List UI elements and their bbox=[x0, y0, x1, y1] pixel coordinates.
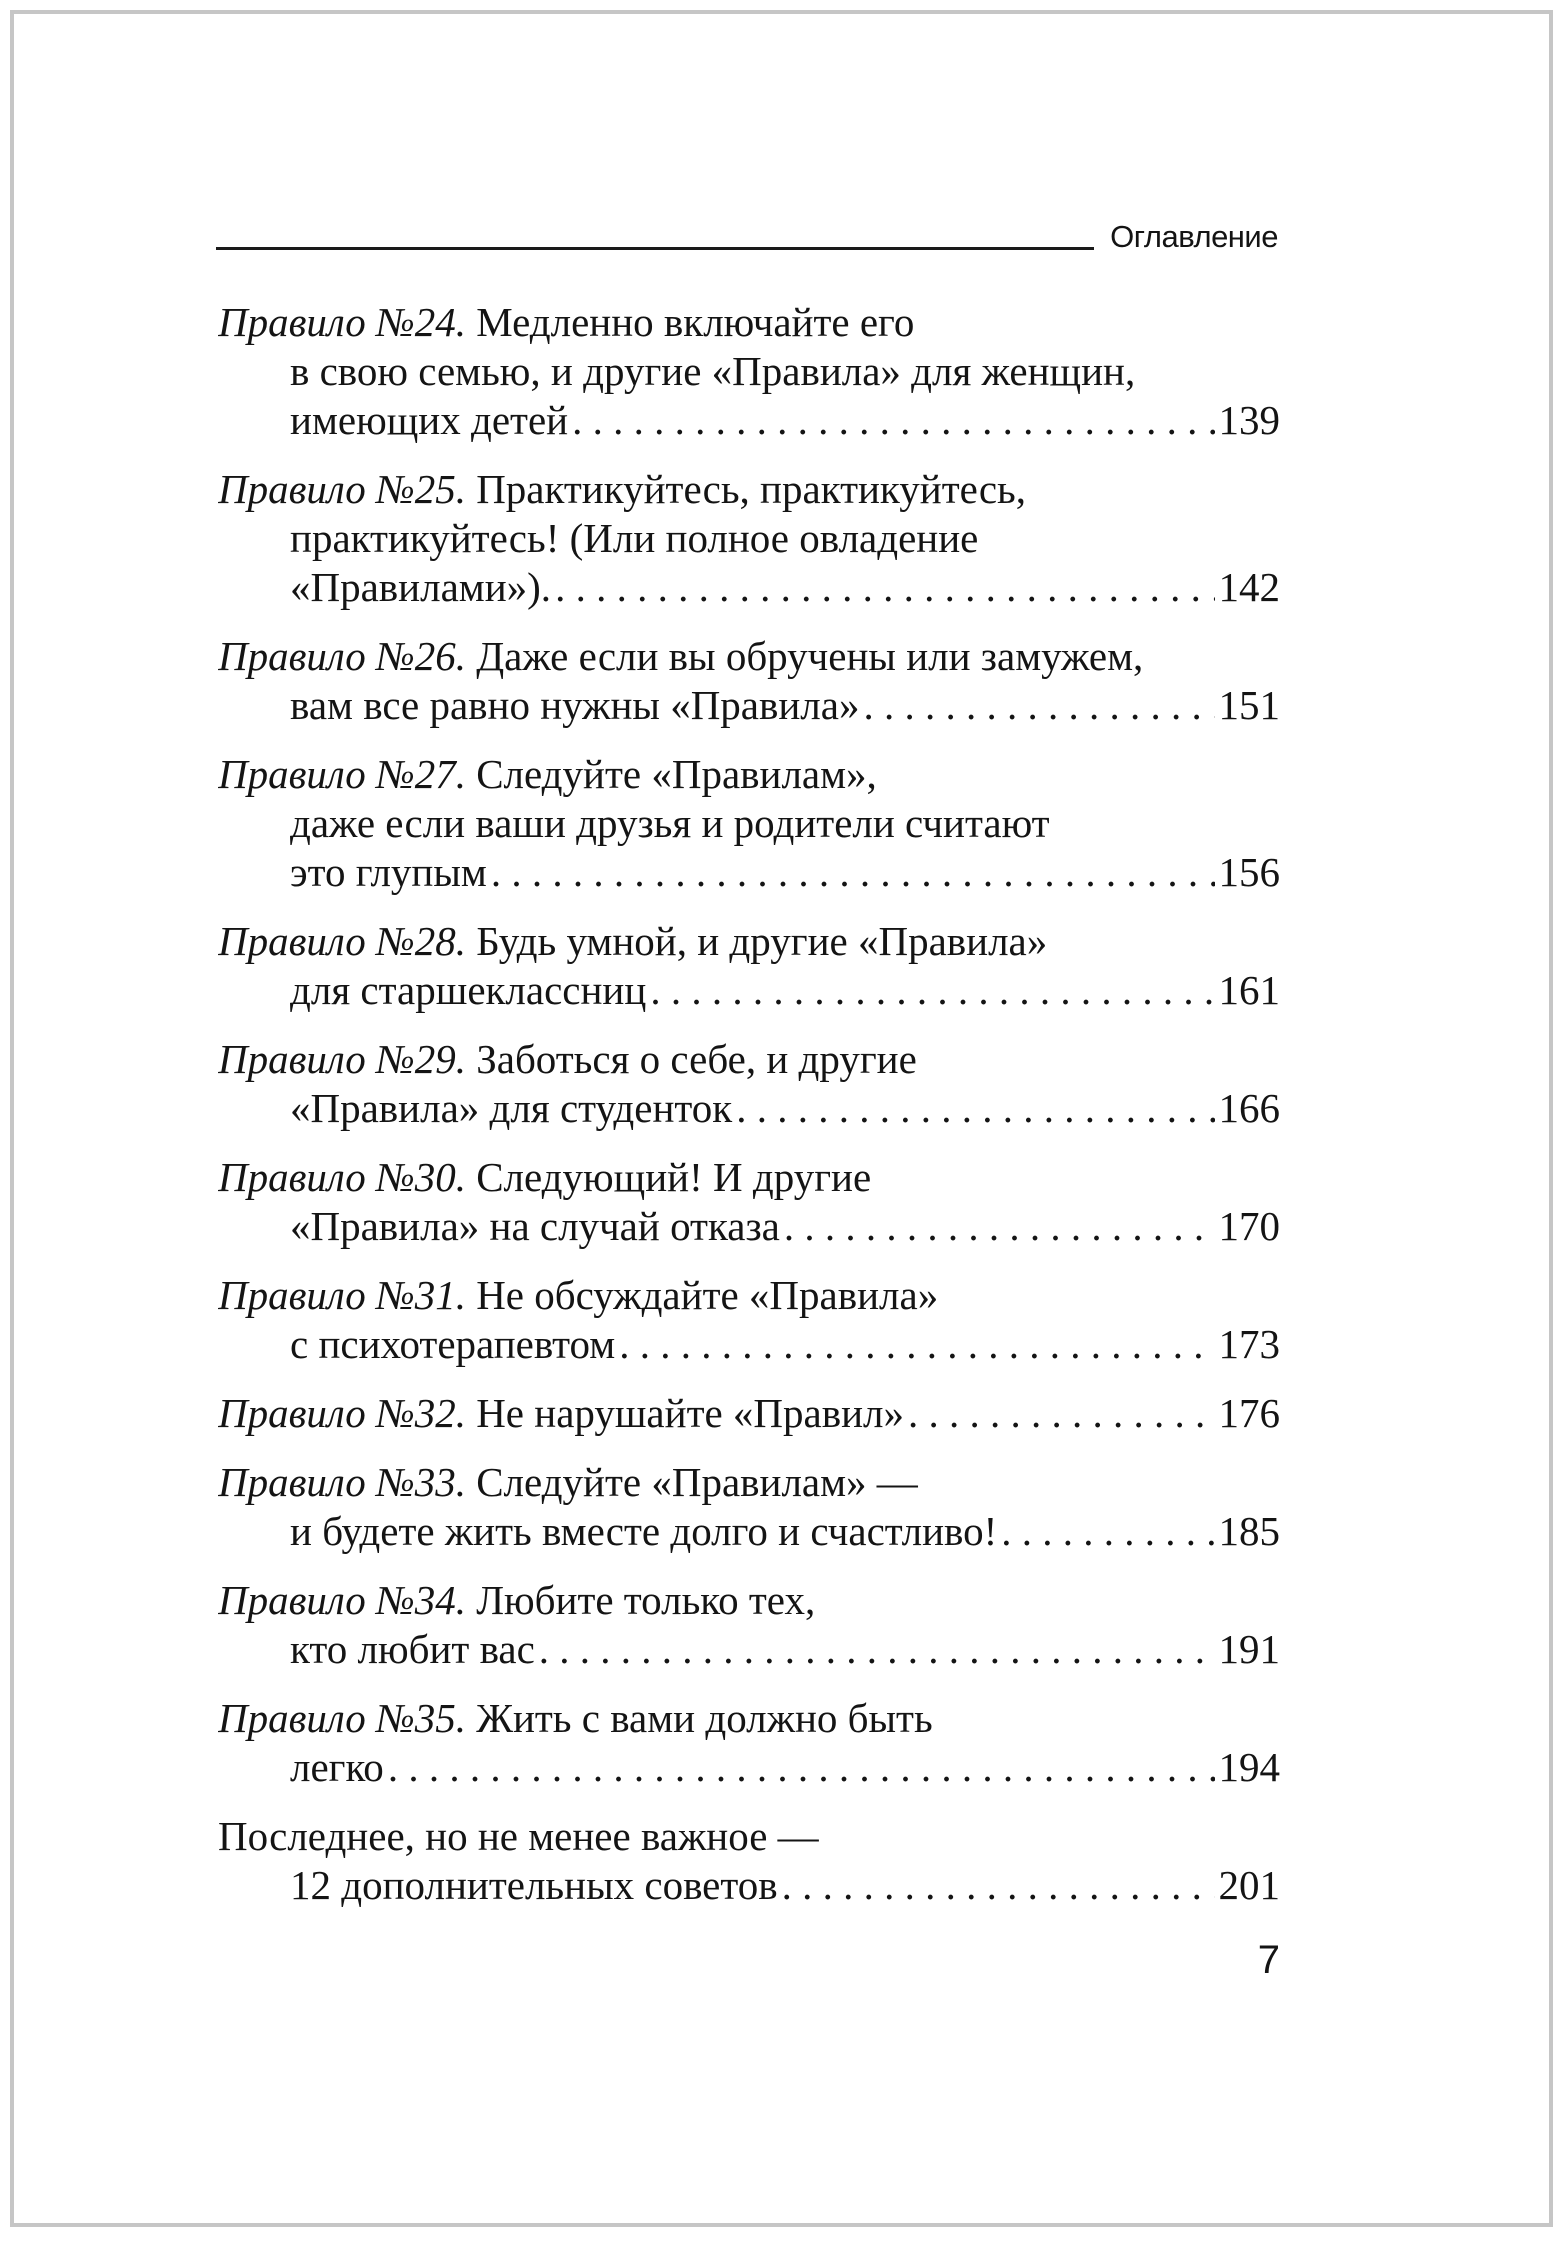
toc-page-number: 176 bbox=[1218, 1390, 1280, 1436]
toc-entry-line bbox=[218, 1035, 1280, 1084]
toc-entry-title: Будь умной, и другие «Правила» bbox=[476, 918, 1048, 964]
rule-number-label: Правило №28. bbox=[218, 918, 466, 964]
toc-entry[interactable] bbox=[218, 632, 1280, 730]
toc-entry-text bbox=[290, 396, 568, 445]
toc-entry-last-line bbox=[218, 966, 1280, 1015]
toc-entry-text bbox=[290, 1861, 778, 1910]
toc-entry[interactable] bbox=[218, 1035, 1280, 1133]
toc-page-number: 201 bbox=[1218, 1862, 1280, 1908]
toc-page-number: 191 bbox=[1218, 1626, 1280, 1672]
toc-entry-text bbox=[218, 1459, 918, 1505]
toc-entry-title: Заботься о себе, и другие bbox=[476, 1036, 917, 1082]
toc-page-number: 170 bbox=[1218, 1203, 1280, 1249]
toc-entry-title: Жить с вами должно быть bbox=[476, 1695, 933, 1741]
toc-entry-line bbox=[218, 1153, 1280, 1202]
rule-number-label: Правило №30. bbox=[218, 1154, 466, 1200]
toc-entry-last-line bbox=[218, 1743, 1280, 1792]
toc-entry-last-line bbox=[218, 396, 1280, 445]
toc-entry-text bbox=[218, 1154, 871, 1200]
toc-entry-title: Любите только тех, bbox=[476, 1577, 816, 1623]
dot-leader bbox=[1001, 1507, 1214, 1556]
dot-leader bbox=[863, 681, 1214, 730]
toc-page-number: 166 bbox=[1218, 1085, 1280, 1131]
toc-entry[interactable] bbox=[218, 298, 1280, 445]
toc-entry-text bbox=[290, 1507, 997, 1556]
toc-entry-title: Медленно включайте его bbox=[476, 299, 915, 345]
toc-entry-text bbox=[218, 1036, 917, 1082]
rule-number-label: Правило №29. bbox=[218, 1036, 466, 1082]
toc-entry-title: Следующий! И другие bbox=[476, 1154, 872, 1200]
toc-entry-text bbox=[290, 348, 1135, 394]
toc-page-number: 139 bbox=[1218, 397, 1280, 443]
toc-entry-title: Не нарушайте «Правил» bbox=[476, 1390, 905, 1436]
rule-number-label: Правило №32. bbox=[218, 1390, 466, 1436]
toc-entry-last-line bbox=[218, 1320, 1280, 1369]
header-title: Оглавление bbox=[1110, 219, 1278, 254]
rule-number-label: Правило №31. bbox=[218, 1272, 466, 1318]
toc-entry-title: Не обсуждайте «Правила» bbox=[476, 1272, 939, 1318]
toc-entry-title: это глупым bbox=[290, 849, 487, 895]
toc-entry-text bbox=[218, 751, 877, 797]
rule-number-label: Правило №26. bbox=[218, 633, 466, 679]
dot-leader bbox=[619, 1320, 1214, 1369]
toc-entry-title: имеющих детей bbox=[290, 397, 569, 443]
toc-entry-text bbox=[290, 848, 487, 897]
toc-entry[interactable] bbox=[218, 1389, 1280, 1438]
toc-entry-line bbox=[218, 632, 1280, 681]
toc-entry-last-line bbox=[218, 1861, 1280, 1910]
rule-number-label: Правило №25. bbox=[218, 466, 466, 512]
toc-entry-title: 12 дополнительных советов bbox=[290, 1862, 778, 1908]
toc-entry[interactable] bbox=[218, 750, 1280, 897]
toc-entry[interactable] bbox=[218, 917, 1280, 1015]
toc-entry-title: в свою семью, и другие «Правила» для женщин, bbox=[290, 348, 1136, 394]
toc-entry-title: легко bbox=[290, 1744, 384, 1790]
toc-entry-text bbox=[218, 1577, 815, 1623]
toc-page-number: 142 bbox=[1218, 564, 1280, 610]
toc-entry-text bbox=[290, 563, 551, 612]
toc-entry-line bbox=[218, 1458, 1280, 1507]
toc-entry[interactable] bbox=[218, 1153, 1280, 1251]
toc-entry[interactable] bbox=[218, 1694, 1280, 1792]
toc-entry-line bbox=[218, 347, 1280, 396]
toc-entry-line bbox=[218, 1812, 1280, 1861]
dot-leader bbox=[784, 1202, 1215, 1251]
toc-entry-text bbox=[290, 966, 646, 1015]
toc-entry-text bbox=[218, 1695, 933, 1741]
rule-number-label: Правило №33. bbox=[218, 1459, 466, 1505]
dot-leader bbox=[555, 563, 1214, 612]
toc-entry-text bbox=[290, 681, 859, 730]
dot-leader bbox=[650, 966, 1214, 1015]
toc-entry-text bbox=[290, 1202, 780, 1251]
toc-entry-last-line bbox=[218, 848, 1280, 897]
toc-entry-text bbox=[218, 633, 1143, 679]
toc-entry-text bbox=[290, 800, 1050, 846]
toc-entry-text bbox=[290, 1084, 732, 1133]
toc-entry-text bbox=[218, 1389, 904, 1438]
toc-entry-last-line bbox=[218, 681, 1280, 730]
toc-entry[interactable] bbox=[218, 1458, 1280, 1556]
toc-entry-line bbox=[218, 1576, 1280, 1625]
toc-page-number: 185 bbox=[1218, 1508, 1280, 1554]
toc-entry-text bbox=[290, 1743, 384, 1792]
toc-entry-title: «Правилами»). bbox=[290, 564, 552, 610]
toc-page-number: 156 bbox=[1218, 849, 1280, 895]
header-rule bbox=[216, 247, 1094, 250]
toc-entry-line bbox=[218, 750, 1280, 799]
toc-entry-text bbox=[218, 918, 1047, 964]
toc-entry-line bbox=[218, 298, 1280, 347]
toc-entry-title: «Правила» на случай отказа bbox=[290, 1203, 780, 1249]
toc-entry-text bbox=[290, 515, 978, 561]
toc-entry-line bbox=[218, 465, 1280, 514]
toc-entry-title: с психотерапевтом bbox=[290, 1321, 616, 1367]
toc-entry-title: Следуйте «Правилам», bbox=[476, 751, 877, 797]
toc-entry[interactable] bbox=[218, 1812, 1280, 1910]
toc-entry-line bbox=[218, 514, 1280, 563]
toc-entry-title: вам все равно нужны «Правила» bbox=[290, 682, 860, 728]
toc-entry-title: Следуйте «Правилам» — bbox=[476, 1459, 918, 1505]
toc-entry-text bbox=[218, 1272, 938, 1318]
toc-entry-last-line bbox=[218, 1084, 1280, 1133]
dot-leader bbox=[388, 1743, 1215, 1792]
toc-entry-text bbox=[218, 466, 1026, 512]
toc-entry-line bbox=[218, 917, 1280, 966]
rule-number-label: Правило №35. bbox=[218, 1695, 466, 1741]
toc-entry-title: Практикуйтесь, практикуйтесь, bbox=[476, 466, 1026, 512]
toc-entry-title: даже если ваши друзья и родители считают bbox=[290, 800, 1050, 846]
dot-leader bbox=[736, 1084, 1214, 1133]
rule-number-label: Правило №34. bbox=[218, 1577, 466, 1623]
toc-entry-title: Даже если вы обручены или замужем, bbox=[476, 633, 1144, 679]
toc-entry-text bbox=[218, 1813, 819, 1859]
toc-entry-title: Последнее, но не менее важное — bbox=[218, 1813, 819, 1859]
toc-entry-line bbox=[218, 799, 1280, 848]
rule-number-label: Правило №24. bbox=[218, 299, 466, 345]
toc-entry-title: и будете жить вместе долго и счастливо! bbox=[290, 1508, 998, 1554]
toc-page-number: 151 bbox=[1218, 682, 1280, 728]
toc-entry-last-line bbox=[218, 1507, 1280, 1556]
running-header bbox=[216, 212, 1278, 252]
toc-entry-text bbox=[218, 299, 914, 345]
toc-entry[interactable] bbox=[218, 1271, 1280, 1369]
toc-entry-last-line bbox=[218, 563, 1280, 612]
toc-page-number: 194 bbox=[1218, 1744, 1280, 1790]
toc-entry-last-line bbox=[218, 1625, 1280, 1674]
toc-entry-title: «Правила» для студенток bbox=[290, 1085, 733, 1131]
toc-entry[interactable] bbox=[218, 465, 1280, 612]
dot-leader bbox=[782, 1861, 1215, 1910]
toc-entry-last-line bbox=[218, 1389, 1280, 1438]
page-number: 7 bbox=[1257, 1938, 1280, 1982]
toc-entry-title: для старшеклассниц bbox=[290, 967, 647, 1013]
toc-entry-line bbox=[218, 1694, 1280, 1743]
toc-entry-title: кто любит вас bbox=[290, 1626, 535, 1672]
toc-entry-last-line bbox=[218, 1202, 1280, 1251]
toc-page-number: 173 bbox=[1218, 1321, 1280, 1367]
table-of-contents bbox=[218, 298, 1280, 1910]
toc-entry-text bbox=[290, 1320, 615, 1369]
dot-leader bbox=[908, 1389, 1214, 1438]
toc-entry[interactable] bbox=[218, 1576, 1280, 1674]
toc-page-number: 161 bbox=[1218, 967, 1280, 1013]
dot-leader bbox=[491, 848, 1215, 897]
dot-leader bbox=[572, 396, 1214, 445]
dot-leader bbox=[539, 1625, 1215, 1674]
toc-entry-title: практикуйтесь! (Или полное овладение bbox=[290, 515, 979, 561]
toc-entry-line bbox=[218, 1271, 1280, 1320]
toc-entry-text bbox=[290, 1625, 535, 1674]
rule-number-label: Правило №27. bbox=[218, 751, 466, 797]
